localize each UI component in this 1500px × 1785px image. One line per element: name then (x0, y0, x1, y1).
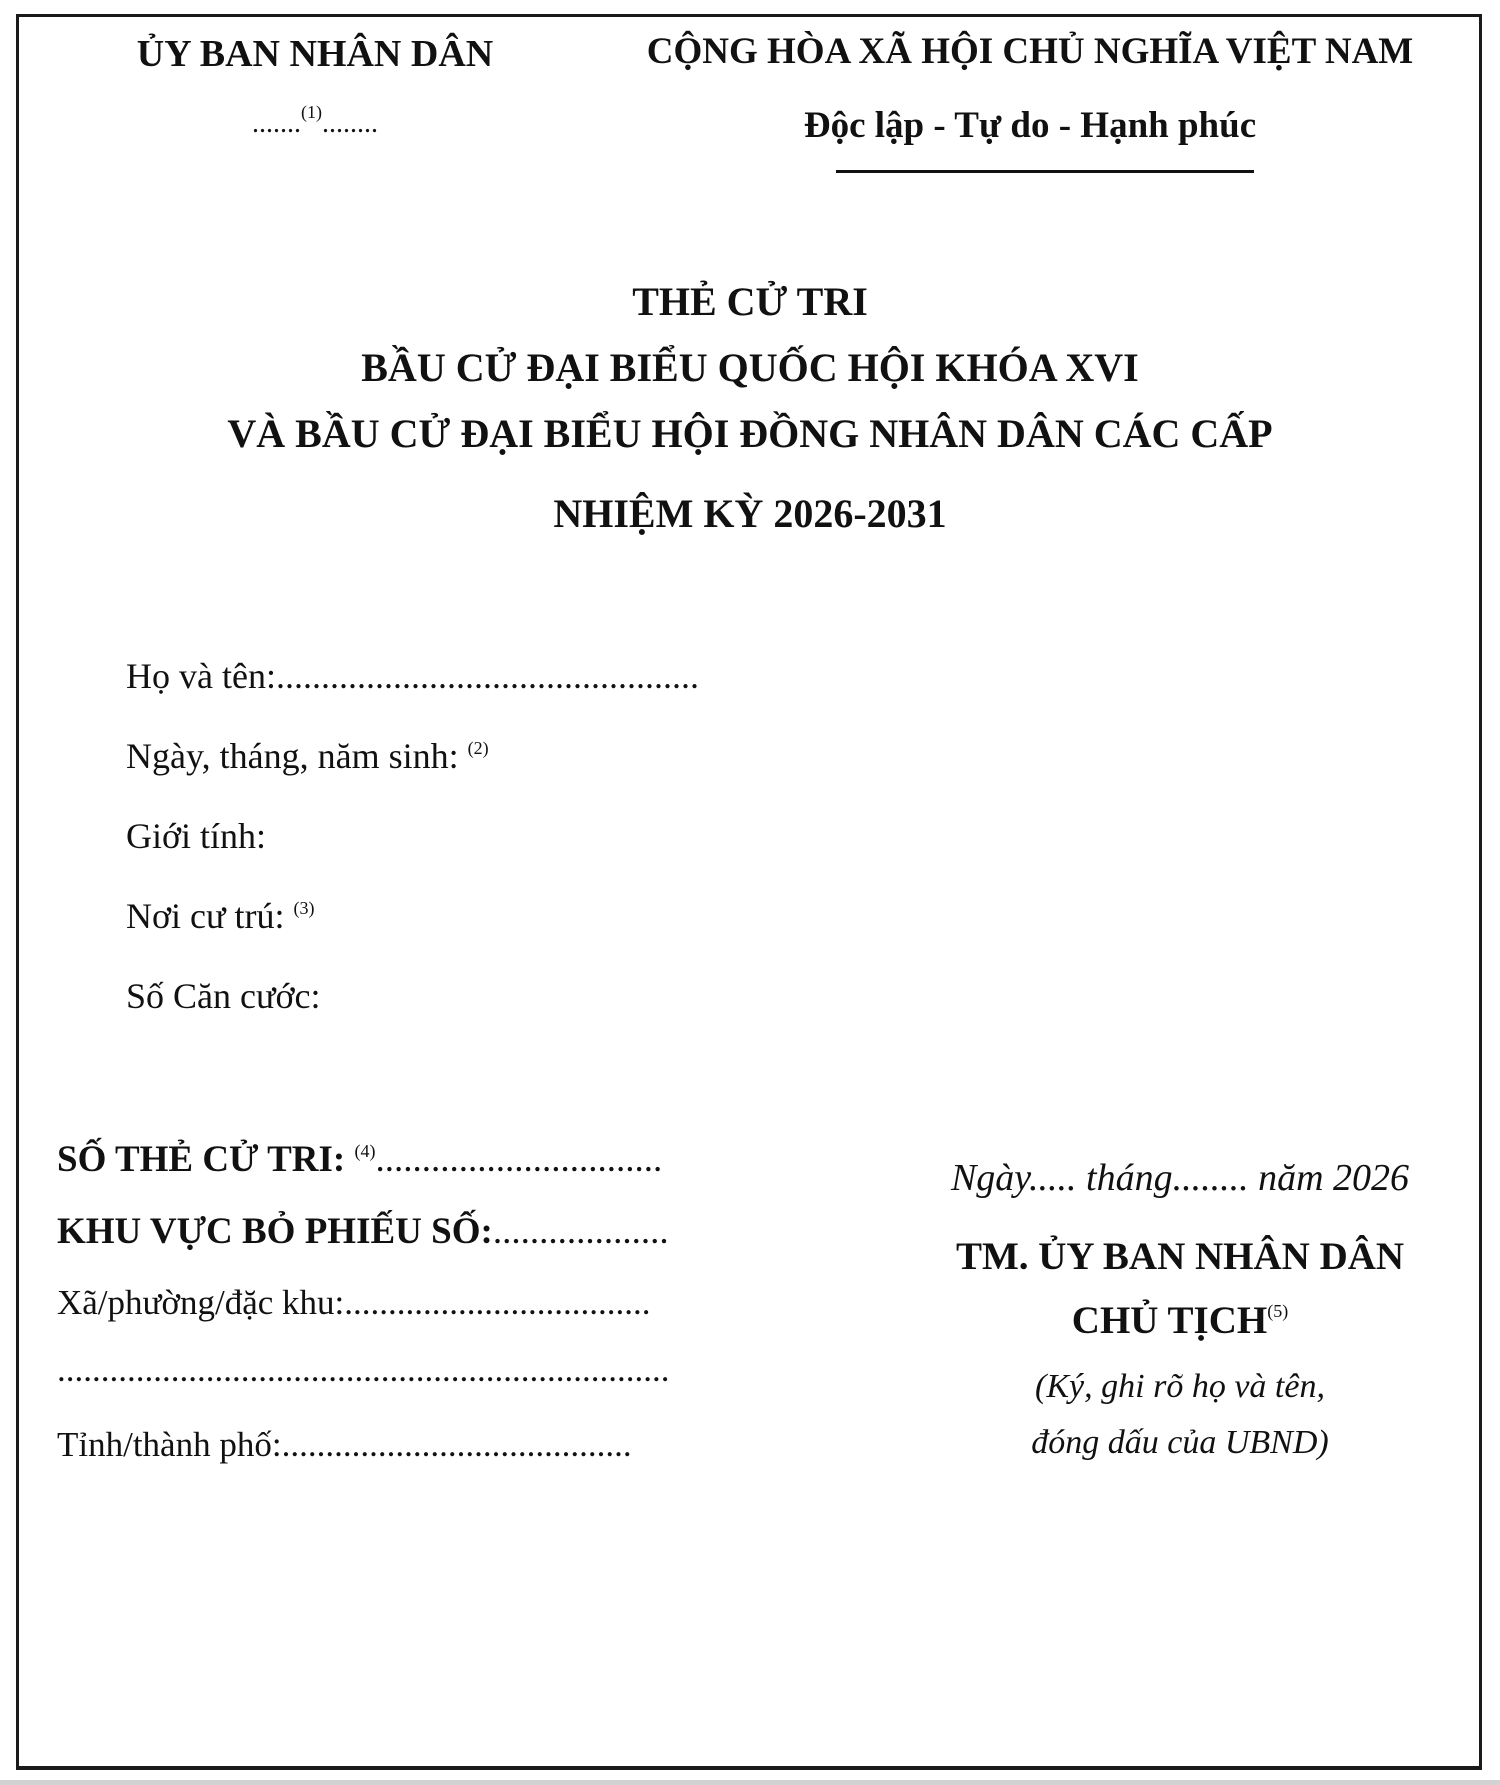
on-behalf-of-committee: TM. ỦY BAN NHÂN DÂN (955, 1235, 1405, 1278)
title-people-council: VÀ BẦU CỬ ĐẠI BIỂU HỘI ĐỒNG NHÂN DÂN CÁC CẤP (227, 411, 1273, 456)
field-gender (126, 815, 266, 857)
footnote-2: (2) (467, 738, 489, 758)
agency-placeholder-right: ........ (322, 108, 378, 139)
page-bottom-edge (0, 1780, 1500, 1785)
commune-extra-line[interactable]: ...................................................................... (57, 1350, 670, 1389)
field-id-number (126, 975, 321, 1017)
voter-card-number-label: SỐ THẺ CỬ TRI: (57, 1139, 346, 1180)
field-full-name (126, 655, 699, 697)
field-birth-date (126, 735, 489, 777)
motto-underline (836, 170, 1254, 173)
id-number-label: Số Căn cước: (126, 976, 321, 1016)
title-voter-card: THẺ CỬ TRI (632, 279, 868, 324)
province-value[interactable]: ........................................ (281, 1425, 632, 1464)
polling-area-label: KHU VỰC BỎ PHIẾU SỐ: (57, 1211, 493, 1252)
signature-instruction-1: (Ký, ghi rõ họ và tên, (1035, 1368, 1325, 1405)
voter-card-number-value[interactable]: ............................... (375, 1139, 663, 1180)
title-term: NHIỆM KỲ 2026-2031 (553, 491, 947, 536)
footnote-4: (4) (354, 1141, 376, 1161)
title-national-assembly: BẦU CỬ ĐẠI BIỂU QUỐC HỘI KHÓA XVI (361, 345, 1139, 390)
province-field (57, 1425, 632, 1465)
footnote-5: (5) (1267, 1301, 1289, 1321)
footnote-1: (1) (301, 102, 322, 122)
commune-label: Xã/phường/đặc khu: (57, 1283, 345, 1322)
chairman-title (880, 1298, 1480, 1343)
chairman-label: CHỦ TỊCH (1071, 1299, 1268, 1342)
commune-field (57, 1283, 651, 1323)
commune-value[interactable]: ................................... (344, 1283, 651, 1322)
signature-instruction-2: đóng dấu của UBND) (1031, 1424, 1329, 1461)
field-residence (126, 895, 315, 937)
full-name-label: Họ và tên: (126, 656, 276, 696)
gender-label: Giới tính: (126, 816, 267, 856)
agency-placeholder (95, 102, 535, 140)
polling-area-number (57, 1210, 669, 1253)
footnote-3: (3) (293, 898, 315, 918)
residence-label: Nơi cư trú: (126, 896, 285, 936)
agency-name: ỦY BAN NHÂN DÂN (136, 33, 494, 75)
issue-date-line: Ngày..... tháng........ năm 2026 (950, 1157, 1410, 1199)
voter-card-number (57, 1138, 662, 1181)
national-motto: Độc lập - Tự do - Hạnh phúc (803, 105, 1257, 146)
polling-area-value[interactable]: ................... (492, 1211, 669, 1252)
country-name: CỘNG HÒA XÃ HỘI CHỦ NGHĨA VIỆT NAM (646, 31, 1414, 72)
agency-placeholder-left: ....... (252, 108, 301, 139)
province-label: Tỉnh/thành phố: (57, 1425, 282, 1464)
full-name-value[interactable]: ............................................... (275, 656, 699, 696)
birth-date-label: Ngày, tháng, năm sinh: (126, 736, 459, 776)
